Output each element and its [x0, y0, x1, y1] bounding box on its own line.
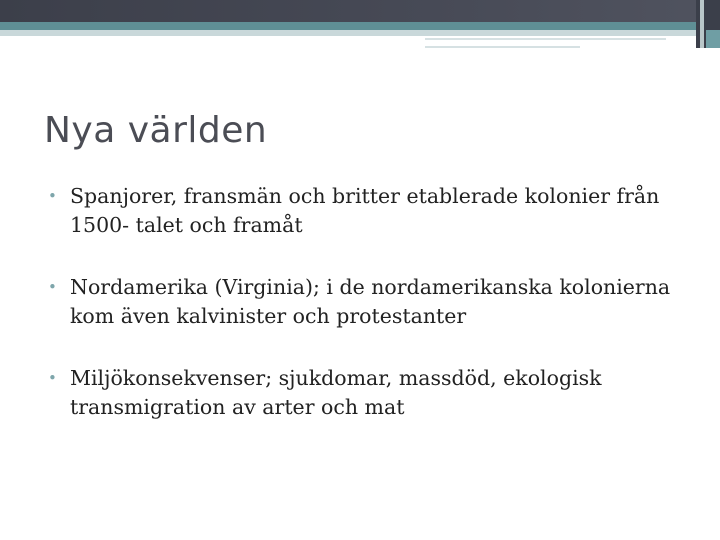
header-band-teal [0, 22, 720, 30]
bullet-marker-icon: • [48, 278, 57, 296]
bullet-text: Nordamerika (Virginia); i de nordamerikanska kolonierna kom även kalvinister och protestanter [70, 275, 671, 328]
bullet-item [48, 364, 688, 422]
bullet-marker-icon: • [48, 187, 57, 205]
slide-title: Nya världen [44, 110, 268, 151]
corner-decoration-teal [706, 30, 720, 48]
header-band-dark [0, 0, 720, 22]
bullet-item [48, 273, 688, 331]
header-accent-line [425, 38, 666, 40]
bullet-text: Miljökonsekvenser; sjukdomar, massdöd, ekologisk transmigration av arter och mat [70, 366, 602, 419]
bullet-list [48, 182, 688, 455]
bullet-text: Spanjorer, fransmän och britter etablerade kolonier från 1500- talet och framåt [70, 184, 660, 237]
header-band-light [0, 30, 720, 36]
bullet-marker-icon: • [48, 369, 57, 387]
bullet-item [48, 182, 688, 240]
corner-decoration-stripe [700, 0, 704, 48]
header-accent-line-short [425, 46, 580, 48]
